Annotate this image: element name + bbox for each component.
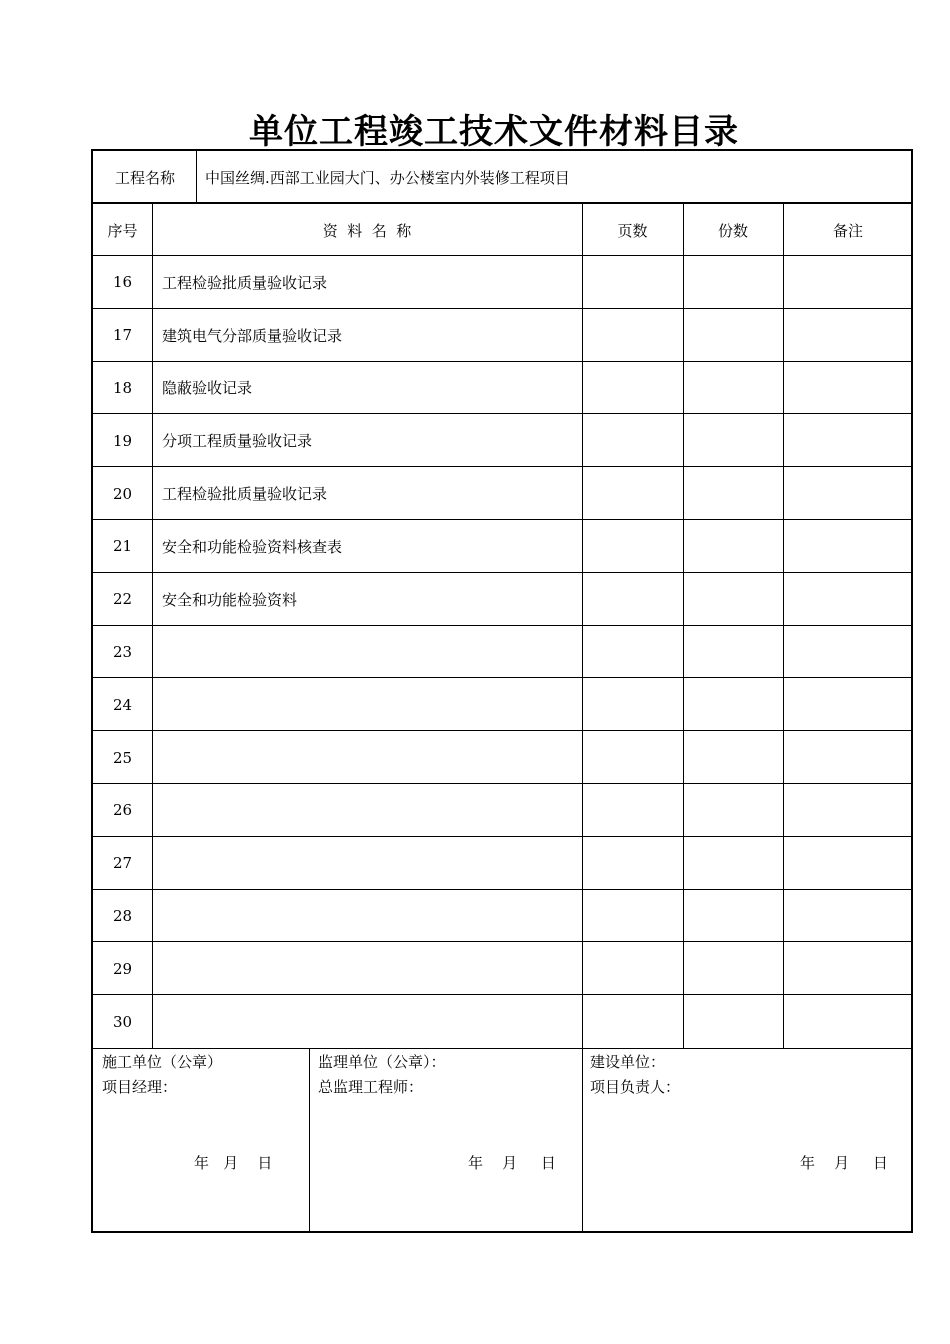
row-seq: 28 bbox=[112, 906, 133, 925]
row-document-name bbox=[162, 626, 577, 679]
header-seq: 序号 bbox=[107, 221, 138, 240]
row-seq: 19 bbox=[112, 431, 133, 450]
row-document-name: 工程检验批质量验收记录 bbox=[162, 485, 328, 504]
chief-supervisor-label: 总监理工程师： bbox=[318, 1078, 424, 1096]
row-document-name: 安全和功能检验资料核查表 bbox=[162, 537, 343, 556]
row-seq: 25 bbox=[112, 748, 133, 767]
row-seq: 20 bbox=[112, 484, 133, 503]
header-copies: 份数 bbox=[717, 221, 748, 240]
row-document-name bbox=[162, 942, 577, 995]
row-seq: 16 bbox=[112, 273, 133, 292]
row-seq: 29 bbox=[112, 959, 133, 978]
row-document-name: 建筑电气分部质量验收记录 bbox=[162, 326, 343, 345]
row-document-name bbox=[162, 784, 577, 837]
row-seq: 23 bbox=[112, 642, 133, 661]
row-seq: 27 bbox=[112, 854, 133, 873]
row-document-name: 隐蔽验收记录 bbox=[162, 379, 253, 398]
header-name: 资 料 名 称 bbox=[322, 221, 412, 240]
row-seq: 17 bbox=[112, 326, 133, 345]
row-seq: 30 bbox=[112, 1012, 133, 1031]
project-lead-label: 项目负责人： bbox=[590, 1078, 681, 1096]
row-document-name bbox=[162, 678, 577, 731]
row-seq: 26 bbox=[112, 801, 133, 820]
row-seq: 24 bbox=[112, 695, 133, 714]
row-document-name bbox=[162, 837, 577, 890]
owner-date: 年 月 日 bbox=[800, 1154, 888, 1172]
document-title: 单位工程竣工技术文件材料目录 bbox=[249, 112, 739, 152]
row-document-name bbox=[162, 890, 577, 943]
supervision-date: 年 月 日 bbox=[468, 1154, 556, 1172]
construction-unit-label: 施工单位（公章） bbox=[102, 1053, 223, 1071]
catalog-table bbox=[91, 149, 913, 1233]
row-document-name: 工程检验批质量验收记录 bbox=[162, 273, 328, 292]
footer-owner bbox=[590, 1050, 680, 1100]
header-remarks: 备注 bbox=[832, 221, 863, 240]
construction-date: 年 月 日 bbox=[194, 1154, 273, 1172]
project-manager-label: 项目经理： bbox=[102, 1078, 178, 1096]
row-document-name bbox=[162, 731, 577, 784]
supervision-unit-label: 监理单位（公章）： bbox=[318, 1053, 446, 1071]
project-name-label: 工程名称 bbox=[114, 168, 175, 187]
row-seq: 18 bbox=[112, 378, 133, 397]
owner-unit-label: 建设单位： bbox=[590, 1053, 666, 1071]
header-pages: 页数 bbox=[617, 221, 648, 240]
row-seq: 22 bbox=[112, 590, 133, 609]
row-seq: 21 bbox=[112, 537, 133, 556]
row-document-name bbox=[162, 995, 577, 1048]
row-document-name: 安全和功能检验资料 bbox=[162, 590, 298, 609]
footer-construction bbox=[102, 1050, 222, 1100]
row-document-name: 分项工程质量验收记录 bbox=[162, 432, 313, 451]
project-name-value: 中国丝绸.西部工业园大门、办公楼室内外装修工程项目 bbox=[205, 168, 570, 187]
footer-supervision bbox=[318, 1050, 446, 1100]
